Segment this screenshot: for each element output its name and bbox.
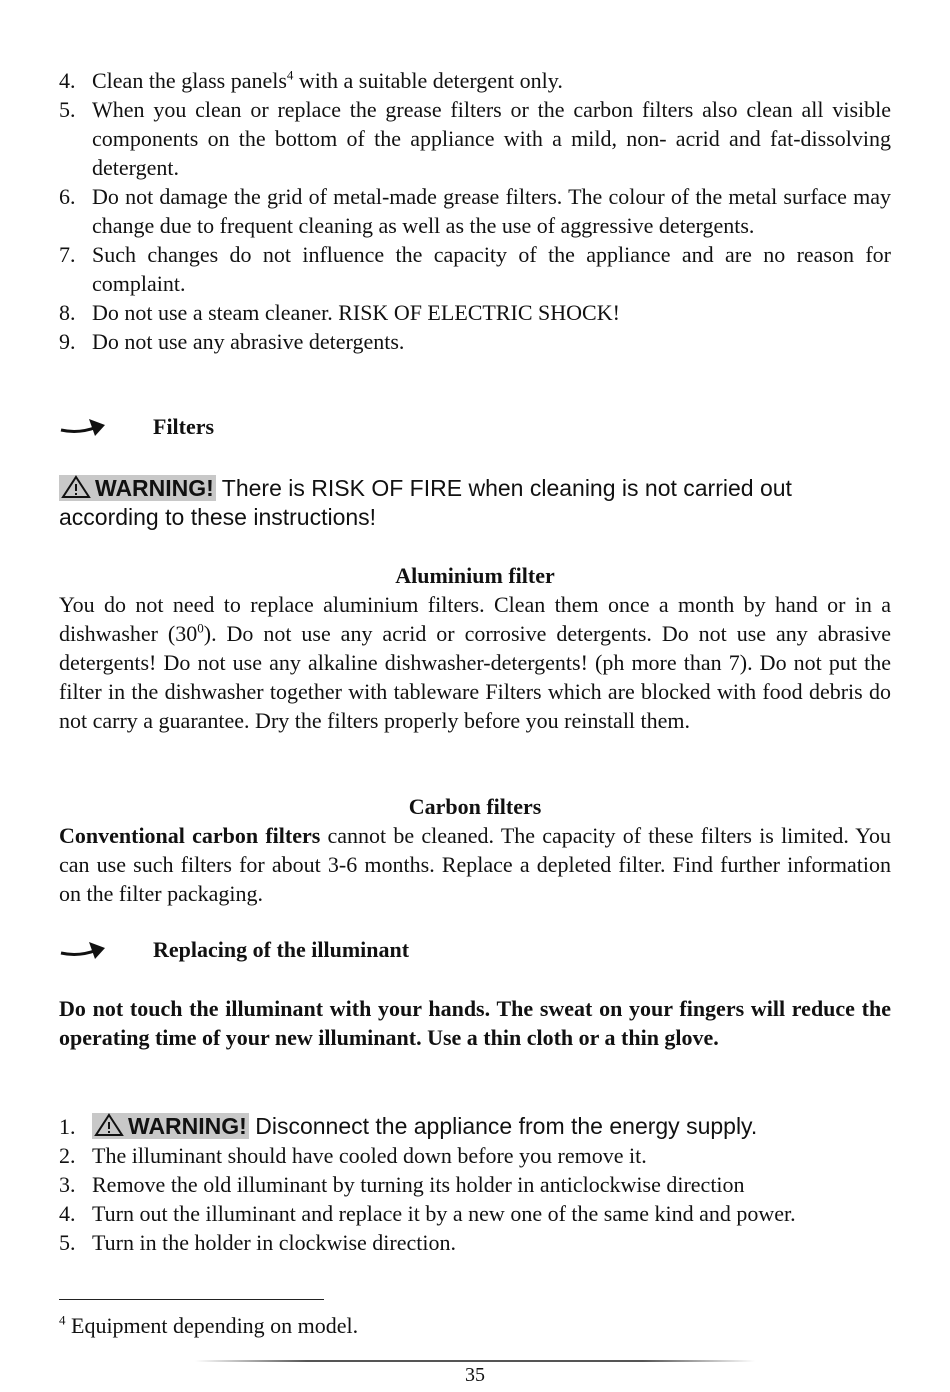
illuminant-steps-list (59, 1112, 891, 1257)
warning-text: There is RISK OF FIRE when cleaning is not carried out according to these instructions! (59, 475, 792, 530)
list-text: When you clean or replace the grease filters or the carbon filters also clean all visible components on the bottom of the appliance with a mild, non- acrid and fat-dissolving detergent. (92, 97, 891, 180)
list-text: Turn in the holder in clockwise direction. (92, 1230, 456, 1255)
arrow-icon (59, 414, 109, 440)
footnote-ref[interactable]: 4 (286, 67, 294, 83)
list-item (59, 95, 891, 182)
list-number: 5. (59, 1230, 76, 1255)
illuminant-note: Do not touch the illuminant with your hands. The sweat on your fingers will reduce the operating time of your new illuminant. Use a thin cloth or a thin glove. (59, 996, 891, 1050)
warning-triangle-icon (94, 1113, 124, 1137)
list-number: 2. (59, 1143, 76, 1168)
warning-triangle-icon (61, 475, 91, 499)
filters-heading: Filters (153, 414, 215, 439)
carbon-filters-text: Conventional carbon filters cannot be cleaned. The capacity of these filters is limited. You can use such filters for about 3-6 months. Replace a depleted filter. Find further information on the filter packaging. (59, 823, 891, 906)
aluminium-filter-text: You do not need to replace aluminium filters. Clean them once a month by hand or in a dishwasher $(30^0)$. Do not use any acrid or corrosive detergents. Do not use any abrasive detergents! Do not use any alkaline dishwasher-detergents! (ph more than 7). Do not put the filter in the dishwasher together with tableware Filters which are blocked with food debris do not carry a guarantee. Dry the filters properly before you reinstall them. (59, 592, 891, 733)
list-number: 1. (59, 1114, 76, 1139)
list-text: Do not use a steam cleaner. RISK OF ELECTRIC SHOCK! (92, 300, 620, 325)
list-text: Remove the old illuminant by turning its holder in anticlockwise direction (92, 1172, 745, 1197)
list-number: 9. (59, 329, 76, 354)
list-item (59, 327, 891, 356)
warning-label: WARNING! (59, 475, 216, 501)
list-item (59, 1199, 891, 1228)
illuminant-heading-row (59, 937, 409, 963)
list-item (59, 1112, 891, 1141)
list-item (59, 182, 891, 240)
list-item (59, 66, 891, 95)
list-text: The illuminant should have cooled down before you remove it. (92, 1143, 647, 1168)
aluminium-filter-title: Aluminium filter (395, 563, 555, 588)
list-number: 3. (59, 1172, 76, 1197)
list-number: 5. (59, 97, 76, 122)
list-text-cont: with a suitable detergent only. (293, 68, 563, 93)
list-number: 7. (59, 242, 76, 267)
cleaning-steps-list (59, 66, 891, 356)
footnote (59, 1311, 891, 1340)
list-text: Do not damage the grid of metal-made grease filters. The colour of the metal surface may change due to frequent cleaning as well as the use of aggressive detergents. (92, 184, 891, 238)
carbon-filters-title: Carbon filters (408, 794, 542, 819)
fire-warning (59, 474, 891, 532)
list-item (59, 1141, 891, 1170)
warning-label: WARNING! (92, 1113, 249, 1139)
list-text: Do not use any abrasive detergents. (92, 329, 405, 354)
list-item (59, 1228, 891, 1257)
list-text: Turn out the illuminant and replace it by a new one of the same kind and power. (92, 1201, 796, 1226)
list-item (59, 1170, 891, 1199)
list-text: Clean the glass panels (92, 68, 287, 93)
page-number: 35 (465, 1364, 485, 1386)
illuminant-heading: Replacing of the illuminant (153, 937, 410, 962)
list-number: 4. (59, 1201, 76, 1226)
carbon-filters-bold: Conventional carbon filters (59, 823, 321, 848)
footnote-divider (59, 1299, 324, 1300)
filters-heading-row (59, 414, 214, 440)
footnote-text: Equipment depending on model. (65, 1313, 359, 1338)
list-text: Such changes do not influence the capacity of the appliance and are no reason for complaint. (92, 242, 891, 296)
arrow-icon (59, 937, 109, 963)
list-item (59, 298, 891, 327)
page-divider (195, 1360, 755, 1362)
degree-superscript: 0 (197, 620, 204, 636)
footnote-mark: 4 (59, 1312, 66, 1328)
list-item (59, 240, 891, 298)
list-number: 4. (59, 68, 76, 93)
warning-text: Disconnect the appliance from the energy supply. (248, 1113, 758, 1139)
list-number: 8. (59, 300, 76, 325)
list-number: 6. (59, 184, 76, 209)
